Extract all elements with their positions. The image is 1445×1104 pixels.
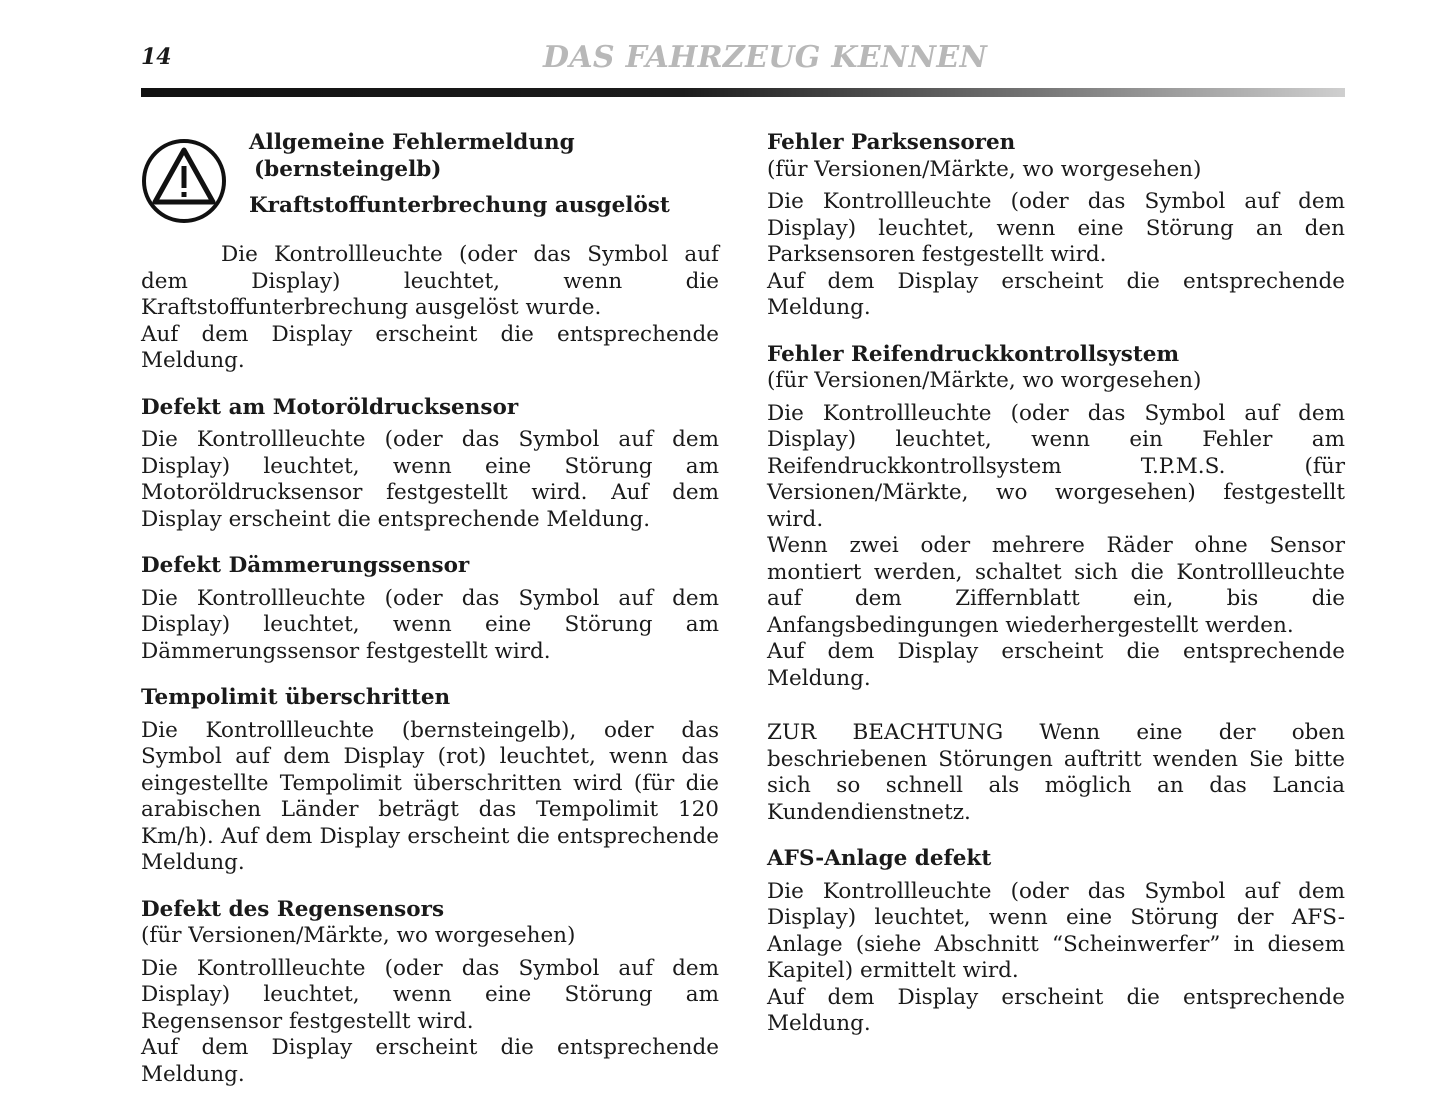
section-tpms xyxy=(767,342,1345,693)
section-park-sensors xyxy=(767,130,1345,322)
afs-body: Die Kontrollleuchte (oder das Symbol auf dem Display) leuchtet, wenn eine Störung der AFS-Anlage (siehe Abschnitt “Scheinwerfer” in diesem Kapitel) ermittelt wird. xyxy=(767,878,1345,983)
park-sensors-subtitle: (für Versionen/Märkte, wo worgesehen) xyxy=(767,156,1202,182)
general-error-title-color: (bernsteingelb) xyxy=(254,156,442,182)
rain-sensor-body: Die Kontrollleuchte (oder das Symbol auf dem Display) leuchtet, wenn eine Störung am Regensensor festgestellt wird. xyxy=(141,955,719,1034)
park-sensors-body: Die Kontrollleuchte (oder das Symbol auf dem Display) leuchtet, wenn eine Störung an den Parksensoren festgestellt wird. xyxy=(767,189,1345,267)
section-afs xyxy=(767,846,1345,1038)
general-error-body-2: Auf dem Display erscheint die entsprechende Meldung. xyxy=(141,321,719,373)
afs-body-2: Auf dem Display erscheint die entsprechende Meldung. xyxy=(767,984,1345,1036)
afs-title: AFS-Anlage defekt xyxy=(767,846,992,871)
oil-sensor-title: Defekt am Motoröldrucksensor xyxy=(141,394,519,420)
section-oil-sensor xyxy=(141,395,719,534)
page-number: 14 xyxy=(141,44,172,70)
warning-triangle-icon xyxy=(141,138,227,224)
rain-sensor-title: Defekt des Regensensors xyxy=(141,896,445,922)
tpms-body-3: Auf dem Display erscheint die entsprechende Meldung. xyxy=(767,639,1345,691)
section-general-error-body xyxy=(141,242,719,375)
header-rule xyxy=(141,88,1345,97)
tpms-subtitle: (für Versionen/Märkte, wo worgesehen) xyxy=(767,368,1202,393)
note-text: ZUR BEACHTUNG Wenn eine der oben beschriebenen Störungen auftritt wenden Sie bitte sich so schnell als möglich an das Lancia Kundendienstnetz. xyxy=(767,720,1345,825)
tpms-body: Die Kontrollleuchte (oder das Symbol auf dem Display) leuchtet, wenn ein Fehler am Reifendruckkontrollsystem T.P.M.S. (für Versionen/Märkte, wo worgesehen) festgestellt wird. xyxy=(767,400,1345,532)
general-error-body: Die Kontrollleuchte (oder das Symbol auf dem Display) leuchtet, wenn die Kraftstoffunterbrechung ausgelöst wurde. xyxy=(141,242,719,320)
oil-sensor-body: Die Kontrollleuchte (oder das Symbol auf dem Display) leuchtet, wenn eine Störung am Motoröldrucksensor festgestellt wird. Auf dem Display erscheint die entsprechende Meldung. xyxy=(141,427,719,532)
dusk-sensor-body: Die Kontrollleuchte (oder das Symbol auf dem Display) leuchtet, wenn eine Störung am Dämmerungssensor festgestellt wird. xyxy=(141,585,719,664)
park-sensors-body-2: Auf dem Display erscheint die entsprechende Meldung. xyxy=(767,268,1345,320)
general-error-title: Allgemeine Fehlermeldung xyxy=(249,130,575,155)
tpms-title: Fehler Reifendruckkontrollsystem xyxy=(767,341,1180,367)
speed-limit-title: Tempolimit überschritten xyxy=(141,685,451,710)
chapter-title: DAS FAHRZEUG KENNEN xyxy=(543,40,988,75)
tpms-body-2: Wenn zwei oder mehrere Räder ohne Sensor montiert werden, schaltet sich die Kontrollleuchte auf dem Ziffernblatt ein, bis die Anfangsbedingungen wiederhergestellt werden. xyxy=(767,533,1345,638)
general-error-subtitle: Kraftstoffunterbrechung ausgelöst xyxy=(249,193,670,218)
section-general-error xyxy=(141,130,719,230)
section-rain-sensor xyxy=(141,897,719,1089)
speed-limit-body: Die Kontrollleuchte (bernsteingelb), oder das Symbol auf dem Display (rot) leuchtet, wenn das eingestellte Tempolimit überschritten wird (für die arabischen Länder beträgt das Tempolimit 120 Km/h). Auf dem Display erscheint die entsprechende Meldung. xyxy=(141,717,719,875)
park-sensors-title: Fehler Parksensoren xyxy=(767,130,1016,155)
section-dusk-sensor xyxy=(141,553,719,665)
left-column xyxy=(141,130,719,1104)
section-note xyxy=(767,720,1345,826)
rain-sensor-body-2: Auf dem Display erscheint die entsprechende Meldung. xyxy=(141,1035,719,1087)
section-speed-limit xyxy=(141,685,719,877)
right-column xyxy=(767,130,1345,1054)
dusk-sensor-title: Defekt Dämmerungssensor xyxy=(141,553,470,578)
rain-sensor-subtitle: (für Versionen/Märkte, wo worgesehen) xyxy=(141,923,576,948)
